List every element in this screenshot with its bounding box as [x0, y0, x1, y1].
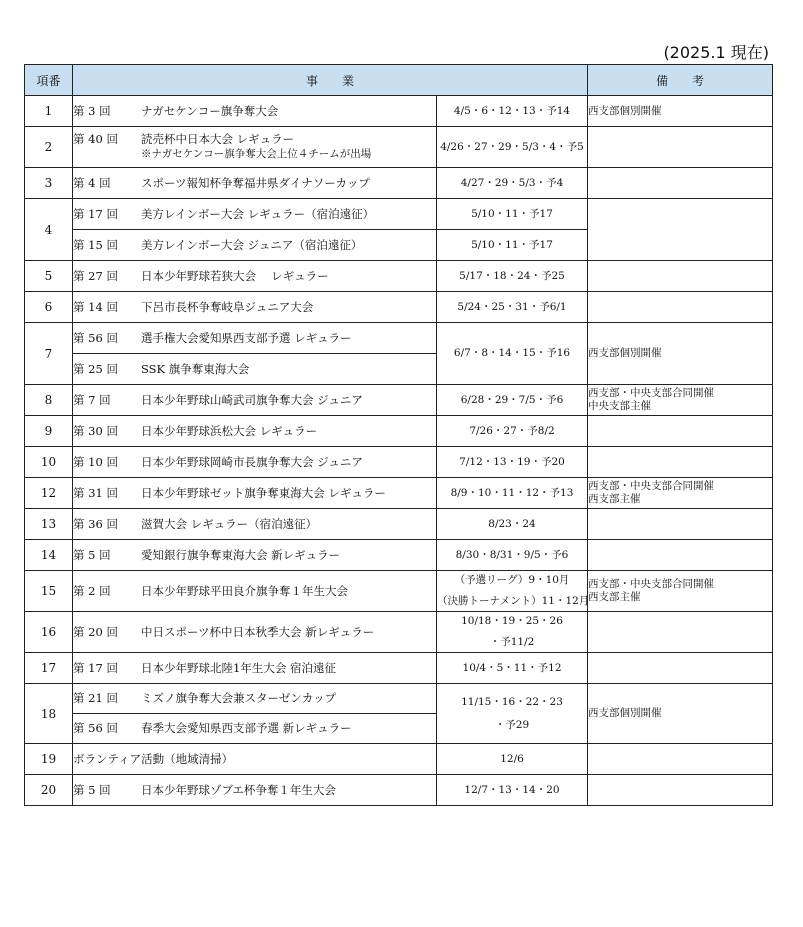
event-date — [437, 744, 588, 775]
row-number: 16 — [25, 612, 73, 653]
event-date-line: 10/18・19・25・26 — [461, 615, 563, 627]
table-row — [25, 509, 773, 540]
event-cell — [73, 714, 437, 744]
event-date-line: 12/7・13・14・20 — [464, 783, 560, 796]
event-date — [437, 612, 588, 653]
note-line: 西支部主催 — [588, 493, 641, 505]
row-number: 18 — [25, 684, 73, 744]
event-name: 下呂市長杯争奪岐阜ジュニア大会 — [141, 299, 314, 314]
event-name: 日本少年野球平田良介旗争奪１年生大会 — [141, 583, 348, 598]
note-line: 西支部・中央支部合同開催 — [588, 387, 715, 399]
event-date — [437, 168, 588, 199]
note-line: 西支部主催 — [588, 591, 641, 603]
table-row — [25, 744, 773, 775]
event-edition: 第 40 回 — [73, 132, 118, 146]
event-name: SSK 旗争奪東海大会 — [141, 361, 250, 376]
event-name: 日本少年野球ゼット旗争奪東海大会 レギュラー — [141, 485, 386, 500]
header-notes: 備 考 — [588, 65, 773, 96]
event-notes — [588, 684, 773, 744]
event-cell — [73, 509, 437, 540]
event-date — [437, 447, 588, 478]
event-edition: 第 20 回 — [73, 624, 118, 639]
row-number: 19 — [25, 744, 73, 775]
row-number: 4 — [25, 199, 73, 261]
row-number: 9 — [25, 416, 73, 447]
event-date — [437, 292, 588, 323]
event-edition: 第 15 回 — [73, 237, 118, 252]
note-line: 西支部個別開催 — [588, 707, 662, 719]
event-name: 中日スポーツ杯中日本秋季大会 新レギュラー — [141, 624, 375, 639]
event-cell — [73, 323, 437, 354]
event-notes — [588, 96, 773, 127]
event-date — [437, 416, 588, 447]
row-number: 2 — [25, 127, 73, 168]
event-cell — [73, 775, 437, 806]
event-cell — [73, 416, 437, 447]
event-edition: 第 3 回 — [73, 103, 111, 118]
event-edition: 第 56 回 — [73, 330, 118, 345]
event-date-line: 11/15・16・22・23 — [461, 695, 563, 708]
event-name: 日本少年野球山崎武司旗争奪大会 ジュニア — [141, 392, 363, 407]
event-date — [437, 96, 588, 127]
event-name: ボランティア活動（地域清掃） — [73, 751, 234, 766]
event-notes — [588, 540, 773, 571]
table-row — [25, 199, 773, 230]
table-header-row — [25, 65, 773, 96]
event-subnote: ※ナガセケンコー旗争奪大会上位４チームが出場 — [141, 148, 372, 160]
event-date-line: 5/10・11・予17 — [471, 207, 553, 220]
event-edition: 第 14 回 — [73, 299, 118, 314]
event-date-line: 4/5・6・12・13・予14 — [453, 104, 571, 117]
event-date-line: 4/27・29・5/3・予4 — [460, 176, 564, 189]
note-line: 西支部・中央支部合同開催 — [588, 480, 715, 492]
note-line: 西支部個別開催 — [588, 104, 662, 117]
event-date — [437, 261, 588, 292]
event-notes — [588, 653, 773, 684]
table-row — [25, 292, 773, 323]
event-date — [437, 230, 588, 261]
table-row — [25, 96, 773, 127]
event-date-line: 8/9・10・11・12・予13 — [450, 486, 574, 499]
event-cell — [73, 653, 437, 684]
row-number: 3 — [25, 168, 73, 199]
event-date-line: 4/26・27・29・5/3・4・予5 — [440, 140, 584, 153]
row-number: 10 — [25, 447, 73, 478]
event-edition: 第 5 回 — [73, 547, 111, 562]
row-number: 6 — [25, 292, 73, 323]
row-number: 8 — [25, 385, 73, 416]
row-number: 5 — [25, 261, 73, 292]
event-name: スポーツ報知杯争奪福井県ダイナソーカップ — [141, 175, 370, 190]
event-date-line: 6/7・8・14・15・予16 — [453, 347, 571, 359]
row-number: 15 — [25, 571, 73, 612]
header-no: 項番 — [25, 65, 73, 96]
event-name: ナガセケンコー旗争奪大会 — [141, 103, 279, 118]
event-edition: 第 27 回 — [73, 268, 118, 283]
event-name: 春季大会愛知県西支部予選 新レギュラー — [141, 721, 352, 735]
note-line: 西支部個別開催 — [588, 347, 662, 359]
event-notes — [588, 416, 773, 447]
row-number: 12 — [25, 478, 73, 509]
event-date — [437, 509, 588, 540]
event-date — [437, 684, 588, 744]
event-name: 読売杯中日本大会 レギュラー — [141, 132, 295, 146]
event-notes — [588, 478, 773, 509]
event-date — [437, 775, 588, 806]
table-row — [25, 478, 773, 509]
event-edition: 第 17 回 — [73, 206, 118, 221]
event-date — [437, 540, 588, 571]
event-edition: 第 31 回 — [73, 485, 118, 500]
event-cell — [73, 540, 437, 571]
event-notes — [588, 127, 773, 168]
event-cell — [73, 612, 437, 653]
event-notes — [588, 261, 773, 292]
event-cell — [73, 478, 437, 509]
event-date-line: （予選リーグ）9・10月 — [454, 574, 570, 586]
as-of-date-label: (2025.1 現在) — [663, 43, 769, 62]
event-notes — [588, 509, 773, 540]
table-row — [25, 775, 773, 806]
table-row — [25, 612, 773, 653]
row-number: 14 — [25, 540, 73, 571]
row-number: 1 — [25, 96, 73, 127]
event-cell — [73, 127, 437, 168]
row-number: 7 — [25, 323, 73, 385]
table-row — [25, 168, 773, 199]
event-name: 美方レインボー大会 ジュニア（宿泊遠征） — [141, 237, 363, 252]
annual-schedule-table — [24, 64, 773, 806]
event-date-line: 5/17・18・24・予25 — [459, 269, 565, 282]
event-date-line: 8/30・8/31・9/5・予6 — [455, 548, 569, 561]
event-date-line-2: ・予11/2 — [489, 636, 535, 648]
event-cell — [73, 230, 437, 261]
event-cell — [73, 684, 437, 714]
event-date-line: 7/26・27・予8/2 — [469, 424, 555, 437]
event-edition: 第 4 回 — [73, 175, 111, 190]
event-notes — [588, 199, 773, 261]
event-name: 日本少年野球岡崎市長旗争奪大会 ジュニア — [141, 454, 363, 469]
event-edition: 第 56 回 — [73, 721, 118, 735]
event-date — [437, 385, 588, 416]
table-row — [25, 127, 773, 168]
event-date — [437, 323, 588, 385]
event-name: 日本少年野球浜松大会 レギュラー — [141, 423, 318, 438]
event-date-line: 7/12・13・19・予20 — [459, 455, 565, 468]
row-number: 17 — [25, 653, 73, 684]
event-edition: 第 25 回 — [73, 361, 118, 376]
note-line: 西支部・中央支部合同開催 — [588, 578, 715, 590]
event-edition: 第 21 回 — [73, 691, 118, 705]
event-date-line: 10/4・5・11・予12 — [462, 661, 562, 674]
event-name: 日本少年野球ゾブエ杯争奪１年生大会 — [141, 782, 336, 797]
event-edition: 第 30 回 — [73, 423, 118, 438]
event-edition: 第 17 回 — [73, 660, 118, 675]
event-name: ミズノ旗争奪大会兼スターゼンカップ — [141, 691, 337, 705]
event-name: 美方レインボー大会 レギュラー（宿泊遠征） — [141, 206, 375, 221]
table-row — [25, 416, 773, 447]
table-row — [25, 261, 773, 292]
table-row — [25, 323, 773, 354]
event-date — [437, 478, 588, 509]
event-name: 愛知銀行旗争奪東海大会 新レギュラー — [141, 547, 341, 562]
event-notes — [588, 612, 773, 653]
event-date-line: 8/23・24 — [488, 517, 536, 530]
header-event: 事 業 — [73, 65, 588, 96]
event-edition: 第 5 回 — [73, 782, 111, 797]
event-date — [437, 653, 588, 684]
event-date-line: 6/28・29・7/5・予6 — [460, 393, 564, 406]
table-row — [25, 684, 773, 714]
event-edition: 第 10 回 — [73, 454, 118, 469]
table-row — [25, 571, 773, 612]
table-row — [25, 447, 773, 478]
event-notes — [588, 571, 773, 612]
event-name: 滋賀大会 レギュラー（宿泊遠征） — [141, 516, 318, 531]
row-number: 20 — [25, 775, 73, 806]
event-cell — [73, 261, 437, 292]
event-cell — [73, 354, 437, 385]
event-cell — [73, 385, 437, 416]
event-date-line-2: ・予29 — [494, 718, 530, 731]
event-cell — [73, 199, 437, 230]
table-row — [25, 540, 773, 571]
event-notes — [588, 385, 773, 416]
event-date-line: 12/6 — [500, 752, 524, 765]
event-date-line: 5/10・11・予17 — [471, 238, 553, 251]
event-cell — [73, 571, 437, 612]
event-cell — [73, 168, 437, 199]
event-notes — [588, 775, 773, 806]
table-row — [25, 653, 773, 684]
event-name: 日本少年野球北陸1年生大会 宿泊遠征 — [141, 660, 336, 675]
note-line: 中央支部主催 — [588, 400, 652, 412]
event-cell — [73, 292, 437, 323]
event-date — [437, 571, 588, 612]
event-date-line-2: （決勝トーナメント）11・12月 — [437, 595, 590, 607]
event-notes — [588, 292, 773, 323]
event-name: 日本少年野球若狭大会 レギュラー — [141, 268, 329, 283]
event-notes — [588, 168, 773, 199]
event-cell — [73, 744, 437, 775]
event-date — [437, 127, 588, 168]
event-cell — [73, 96, 437, 127]
event-date-line: 5/24・25・31・予6/1 — [457, 300, 567, 313]
event-notes — [588, 744, 773, 775]
row-number: 13 — [25, 509, 73, 540]
event-notes — [588, 323, 773, 385]
event-cell — [73, 447, 437, 478]
event-notes — [588, 447, 773, 478]
event-edition: 第 7 回 — [73, 392, 111, 407]
event-date — [437, 199, 588, 230]
event-edition: 第 2 回 — [73, 583, 111, 598]
event-name: 選手権大会愛知県西支部予選 レギュラー — [141, 330, 352, 345]
event-edition: 第 36 回 — [73, 516, 118, 531]
table-row — [25, 385, 773, 416]
